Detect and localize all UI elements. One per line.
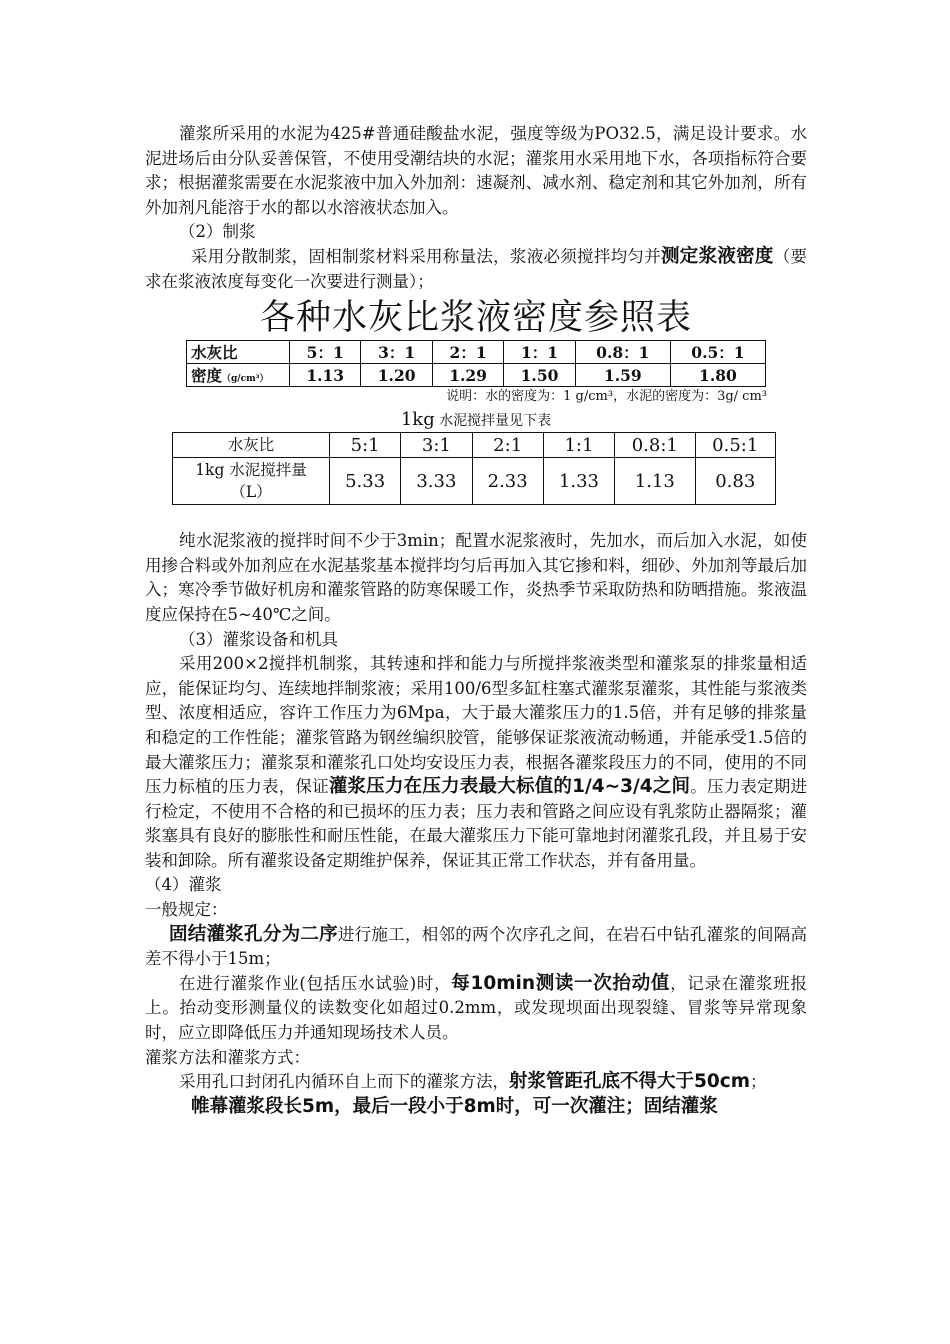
table-cell: 5.33 [330,458,401,505]
amount-unit: （L） [230,483,272,502]
table-cell: 1.13 [290,364,361,387]
table-cell: 2.33 [472,458,543,505]
spacer [145,505,807,529]
density-note: 说明：水的密度为：1 g/cm³，水泥的密度为：3g/ cm³ [446,389,767,405]
table-cell: 1.20 [361,364,432,387]
table-row [173,433,776,458]
table-cell: 3：1 [361,341,432,364]
caption-number: 1kg [400,409,435,431]
heading-mixing: （2）制浆 [179,222,256,242]
table-cell: 5：1 [290,341,361,364]
table-cell: 0.8:1 [615,433,695,458]
table-row [173,458,776,505]
density-table [186,340,766,387]
table-header-cell: 水灰比 [187,341,290,364]
paragraph-segment [145,1095,807,1120]
text: 采用分散制浆，固相制浆材料采用称量法，浆液必须搅拌均匀并 [191,246,661,266]
heading-equipment: （3）灌浆设备和机具 [179,629,338,649]
table-cell: 1：1 [504,341,575,364]
table-cell: 1.33 [543,458,614,505]
caption-text: 水泥搅拌量见下表 [439,413,552,430]
density-label: 密度 [191,366,223,386]
paragraph-sequence [145,923,807,972]
heading-grouting: （4）灌浆 [145,875,222,895]
table-cell: 3:1 [401,433,472,458]
table-title: 各种水灰比浆液密度参照表 [259,298,692,339]
method-heading: 灌浆方法和灌浆方式： [145,1047,310,1067]
paragraph-equipment [145,652,807,873]
table-cell: 1.50 [504,364,575,387]
paragraph-method [145,1070,807,1095]
table2-caption [145,409,807,432]
table-cell: 3.33 [401,458,472,505]
bold-text: 灌浆压力在压力表最大标值的1/4~3/4之间 [328,776,691,798]
table-header-cell [187,364,290,387]
general-rules-label: 一般规定： [145,900,228,920]
bold-text: 固结灌浆孔分为二序 [169,923,338,945]
bold-text: 每10min测读一次抬动值 [451,972,671,994]
table-cell: 5:1 [330,433,401,458]
table-cell: 1.29 [432,364,503,387]
table-cell: 2：1 [432,341,503,364]
bold-text: 测定浆液密度 [661,245,774,267]
table-cell: 0.5：1 [670,341,765,364]
paragraph-uplift [145,972,807,1046]
bold-text: 帷幕灌浆段长5m，最后一段小于8m时，可一次灌注；固结灌浆 [191,1095,718,1117]
bold-text: 射浆管距孔底不得大于50cm [509,1071,750,1093]
table-cell: 0.83 [695,458,775,505]
paragraph-mixing-time: 纯水泥浆液的搅拌时间不少于3min；配置水泥浆液时，先加水，而后加入水泥，如使用掺合料或外加剂应在水泥基浆基本搅拌均匀后再加入其它掺和料，细砂、外加剂等最后加入；寒冷季节做好机房和灌浆管路的防寒保暖工作，炎热季节采取防热和防晒措施。浆液温度应保持在5~40℃之间。 [145,531,807,624]
density-unit: （g/cm³） [222,374,269,385]
table-cell: 1.80 [670,364,765,387]
table-cell: 0.8：1 [575,341,670,364]
table-cell: 1:1 [543,433,614,458]
text: 采用孔口封闭孔内循环自上而下的灌浆方法， [179,1072,509,1092]
text: 在进行灌浆作业(包括压水试验)时， [179,973,452,993]
table-cell: 1.59 [575,364,670,387]
table-row [187,364,766,387]
table-cell: 0.5:1 [695,433,775,458]
text: 。压力表定期进行检定，不使用不合格的和已损坏的压力表；压力表和管路之间应设有乳浆防止器隔浆；灌浆塞具有良好的膨胀性和耐压性能，在最大灌浆压力下能可靠地封闭灌浆孔段，并且易于安装和卸除。所有灌浆设备定期维护保养，保证其正常工作状态，并有备用量。 [145,777,808,870]
document-page [145,122,807,1119]
table-header-cell [173,458,330,505]
text: ，记录在灌浆班报上。抬动变形测量仪的读数变化如超过0.2mm，或发现坝面出现裂缝、冒浆等异常现象时，应立即降低压力并通知现场技术人员。 [145,973,807,1043]
text: 采用200×2搅拌机制浆，其转速和拌和能力与所搅拌浆液类型和灌浆泵的排浆量相适应，能保证均匀、连续地拌制浆液；采用100/6型多缸柱塞式灌浆泵灌浆，其性能与浆液类型、浓度相适应，容许工作压力为6Mpa，大于最大灌浆压力的1.5倍，并有足够的排浆量和稳定的工作性能；灌浆管路为钢丝编织胶管，能够保证浆液流动畅通，并能承受1.5倍的最大灌浆压力；灌浆泵和灌浆孔口处均安设压力表，根据各灌浆段压力的不同，使用的不同压力标植的压力表，保证 [145,654,807,797]
text: ； [750,1072,767,1092]
table-header-cell: 水灰比 [173,433,330,458]
text: 进行施工，相邻的两个次序孔之间，在岩石中钻孔灌浆的间隔高差不得小于15m； [145,924,807,969]
table-cell: 2:1 [472,433,543,458]
paragraph-mixing [145,245,807,294]
table-cell: 1.13 [615,458,695,505]
table-row [187,341,766,364]
amount-label: 1kg 水泥搅拌量 [195,461,307,480]
mixing-amount-table [172,432,776,505]
paragraph-cement: 灌浆所采用的水泥为425#普通硅酸盐水泥，强度等级为PO32.5，满足设计要求。水泥进场后由分队妥善保管，不使用受潮结块的水泥；灌浆用水采用地下水，各项指标符合要求；根据灌浆需要在水泥浆液中加入外加剂：速凝剂、减水剂、稳定剂和其它外加剂，所有外加剂凡能溶于水的都以水溶液状态加入。 [145,124,807,217]
text: （要求在浆液浓度每变化一次要进行测量）； [145,246,808,291]
